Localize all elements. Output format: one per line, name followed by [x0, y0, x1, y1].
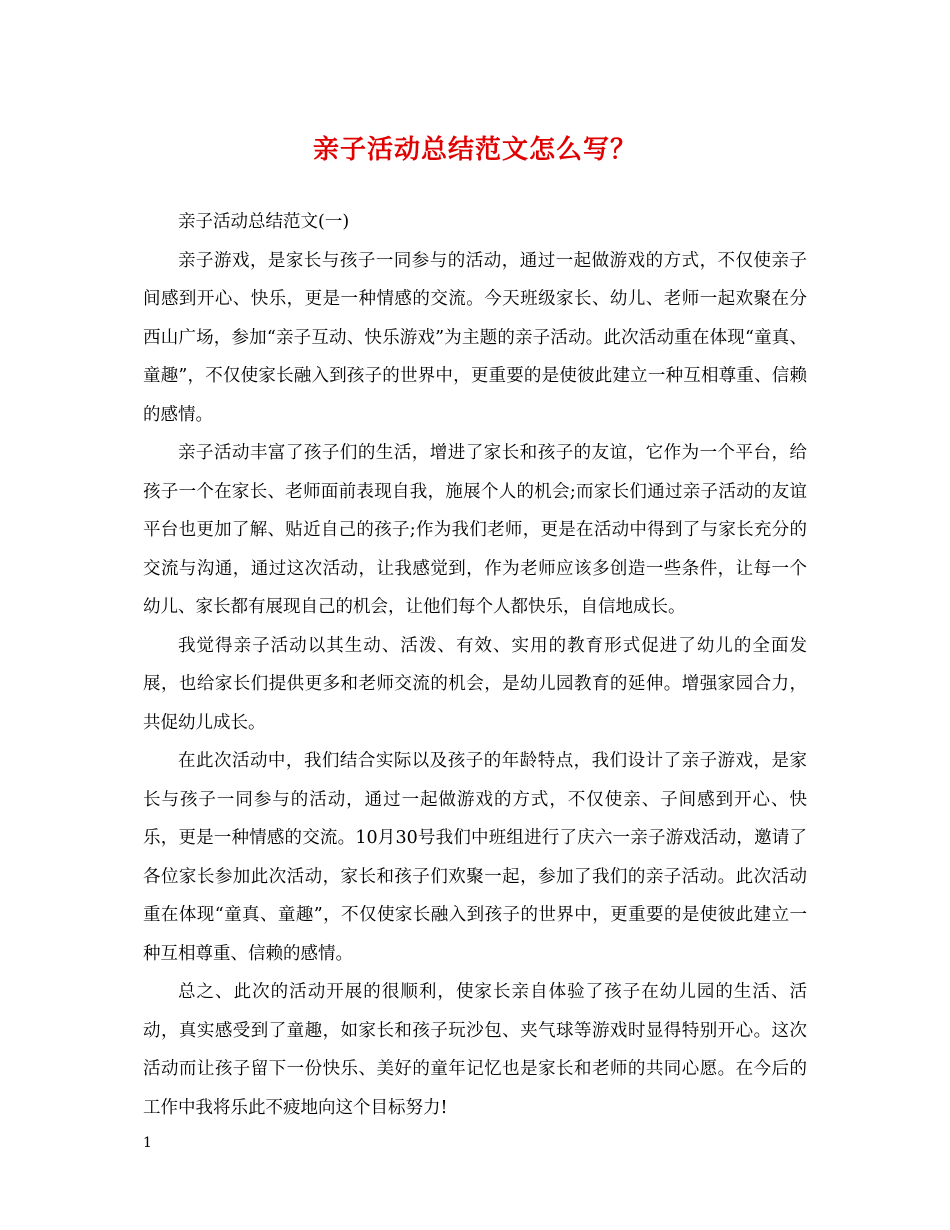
- body-paragraph-2: 亲子活动丰富了孩子们的生活，增进了家长和孩子的友谊，它作为一个平台，给孩子一个在家长、老师面前表现自我，施展个人的机会;而家长们通过亲子活动的友谊平台也更加了解、贴近自己的孩子;作为我们老师，更是在活动中得到了与家长充分的交流与沟通，通过这次活动，让我感觉到，作为老师应该多创造一些条件，让每一个幼儿、家长都有展现自己的机会，让他们每个人都快乐，自信地成长。: [143, 443, 807, 617]
- subtitle-paragraph: 亲子活动总结范文(一): [178, 212, 350, 232]
- document-body: [143, 203, 807, 1127]
- body-paragraph-3: 我觉得亲子活动以其生动、活泼、有效、实用的教育形式促进了幼儿的全面发展，也给家长们提供更多和老师交流的机会，是幼儿园教育的延伸。增强家园合力，共促幼儿成长。: [143, 635, 807, 733]
- document-title: 亲子活动总结范文怎么写？: [312, 135, 637, 165]
- page-number: 1: [143, 1135, 152, 1151]
- body-paragraph-4: 在此次活动中，我们结合实际以及孩子的年龄特点，我们设计了亲子游戏，是家长与孩子一同参与的活动，通过一起做游戏的方式，不仅使亲、子间感到开心、快乐，更是一种情感的交流。10月30号我们中班组进行了庆六一亲子游戏活动，邀请了各位家长参加此次活动，家长和孩子们欢聚一起，参加了我们的亲子活动。此次活动重在体现“童真、童趣”，不仅使家长融入到孩子的世界中，更重要的是使彼此建立一种互相尊重、信赖的感情。: [143, 751, 807, 964]
- body-paragraph-1: 亲子游戏，是家长与孩子一同参与的活动，通过一起做游戏的方式，不仅使亲子间感到开心、快乐，更是一种情感的交流。今天班级家长、幼儿、老师一起欢聚在分西山广场，参加“亲子互动、快乐游戏”为主题的亲子活动。此次活动重在体现“童真、童趣”，不仅使家长融入到孩子的世界中，更重要的是使彼此建立一种互相尊重、信赖的感情。: [143, 250, 807, 425]
- body-paragraph-5: 总之、此次的活动开展的很顺利，使家长亲自体验了孩子在幼儿园的生活、活动，真实感受到了童趣，如家长和孩子玩沙包、夹气球等游戏时显得特别开心。这次活动而让孩子留下一份快乐、美好的童年记忆也是家长和老师的共同心愿。在今后的工作中我将乐此不疲地向这个目标努力!: [143, 982, 807, 1118]
